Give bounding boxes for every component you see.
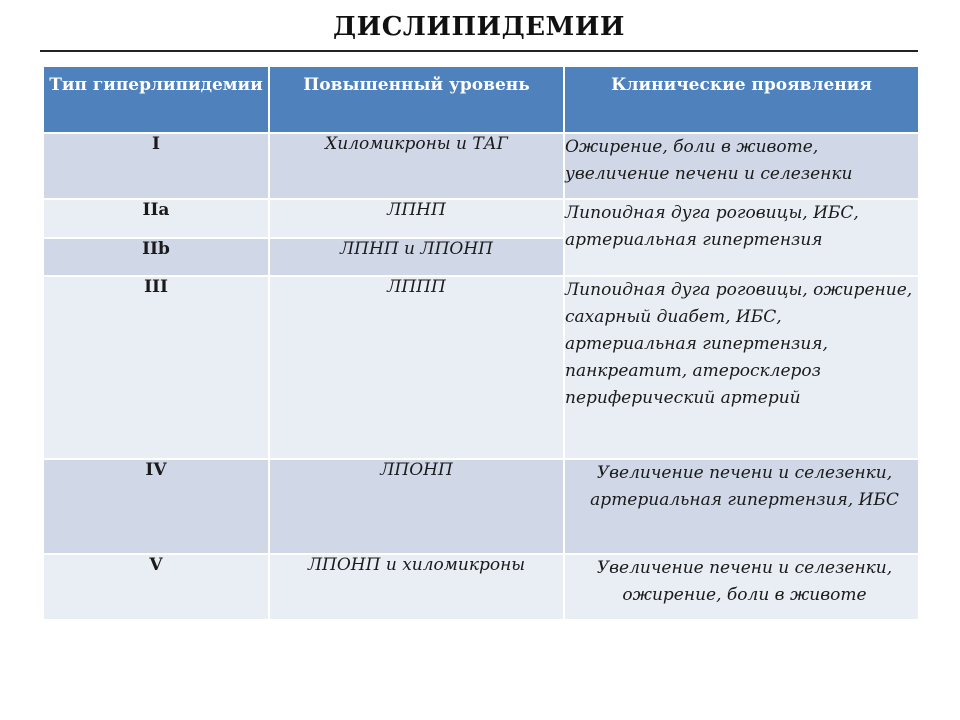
table-header-row xyxy=(43,66,919,133)
dyslipidemia-table xyxy=(42,65,920,621)
header-clinical: Клинические проявления xyxy=(564,66,919,133)
table-row xyxy=(43,459,919,554)
clinical-cell: Липоидная дуга роговицы, ожирение, сахарный диабет, ИБС, артериальная гипертензия, панкреатит, атеросклероз периферический артерий xyxy=(564,276,919,459)
header-type: Тип гиперлипидемии xyxy=(43,66,269,133)
page-title: ДИСЛИПИДЕМИИ xyxy=(333,12,625,42)
type-cell: IIa xyxy=(43,199,269,238)
table-row xyxy=(43,276,919,459)
table-row xyxy=(43,199,919,238)
clinical-cell: Увеличение печени и селезенки, ожирение, боли в животе xyxy=(564,554,919,620)
type-cell: I xyxy=(43,133,269,199)
type-cell: V xyxy=(43,554,269,620)
type-cell: IIb xyxy=(43,238,269,276)
level-cell: ЛППП xyxy=(269,276,564,459)
level-cell: ЛПНП и ЛПОНП xyxy=(269,238,564,276)
clinical-cell: Увеличение печени и селезенки, артериальная гипертензия, ИБС xyxy=(564,459,919,554)
table-row xyxy=(43,133,919,199)
title-divider xyxy=(40,50,918,52)
level-cell: ЛПОНП xyxy=(269,459,564,554)
clinical-cell: Липоидная дуга роговицы, ИБС, артериальная гипертензия xyxy=(564,199,919,276)
level-cell: ЛПОНП и хиломикроны xyxy=(269,554,564,620)
type-cell: III xyxy=(43,276,269,459)
table-row xyxy=(43,554,919,620)
clinical-cell: Ожирение, боли в животе, увеличение печени и селезенки xyxy=(564,133,919,199)
level-cell: Хиломикроны и ТАГ xyxy=(269,133,564,199)
header-level: Повышенный уровень xyxy=(269,66,564,133)
type-cell: IV xyxy=(43,459,269,554)
level-cell: ЛПНП xyxy=(269,199,564,238)
